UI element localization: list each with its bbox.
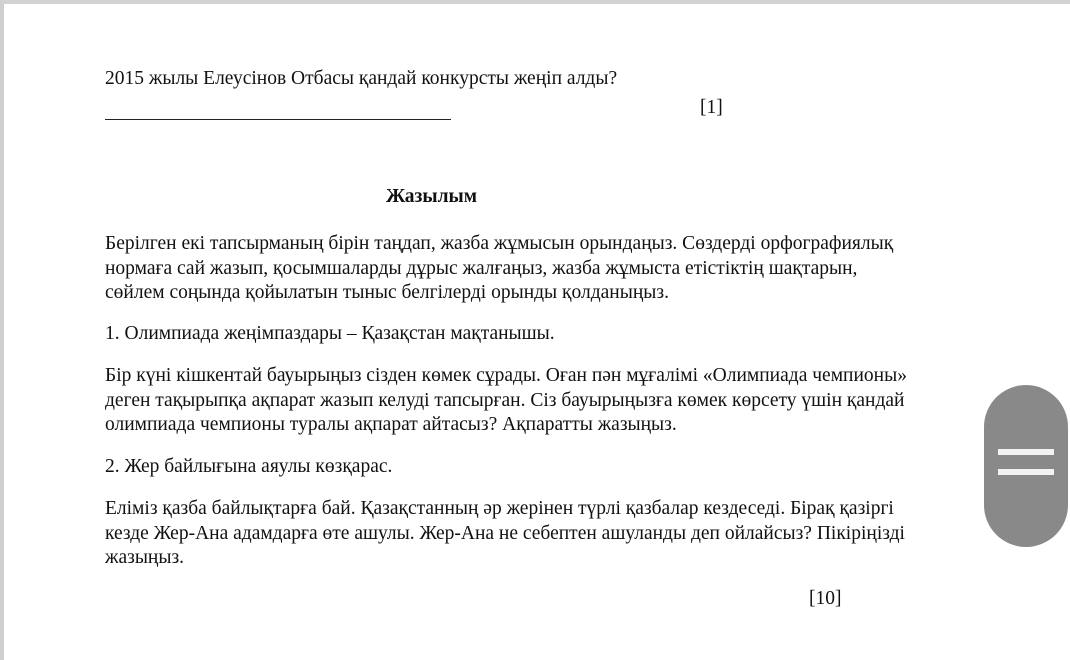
instruction-line: нормаға сай жазып, қосымшаларды дұрыс жалғаңыз, жазба жұмыста етістіктің шақтарын,: [105, 257, 858, 279]
handle-bar: [998, 449, 1054, 455]
instruction-paragraph: [105, 232, 1005, 306]
instruction-line: Берілген екі тапсырманың бірін таңдап, жазба жұмысын орындаңыз. Сөздерді орфографиялық: [105, 233, 894, 254]
drag-handle-button[interactable]: [984, 385, 1068, 547]
question-text: 2015 жылы Елеусінов Отбасы қандай конкурсты жеңіп алды?: [105, 68, 618, 89]
task1-paragraph: [105, 364, 1005, 438]
task2-paragraph: [105, 497, 1005, 571]
task1-line: олимпиада чемпионы туралы ақпарат айтасыз? Ақпаратты жазыңыз.: [105, 414, 677, 435]
task2-line: кезде Жер-Ана адамдарға өте ашулы. Жер-Ана не себептен ашуланды деп ойлайсыз? Пікіріңізді: [105, 522, 905, 544]
section-heading: Жазылым: [385, 186, 478, 207]
task2-title: 2. Жер байлығына аяулы көзқарас.: [105, 456, 393, 477]
drag-handle-icon: [998, 449, 1054, 479]
task1-line: Бір күні кішкентай бауырыңыз сізден көмек сұрады. Оған пән мұғалімі «Олимпиада чемпионы»: [105, 365, 907, 386]
question-mark: [1]: [700, 97, 723, 118]
handle-bar: [998, 469, 1054, 475]
answer-line[interactable]: [105, 119, 451, 120]
task2-line: Еліміз қазба байлықтарға бай. Қазақстанның әр жерінен түрлі қазбалар кездеседі. Бірақ қазіргі: [105, 498, 894, 519]
section-mark: [10]: [809, 588, 842, 609]
instruction-line: сөйлем соңында қойылатын тыныс белгілерді орынды қолданыңыз.: [105, 282, 669, 303]
task2-line: жазыңыз.: [105, 547, 185, 568]
task1-title: 1. Олимпиада жеңімпаздары – Қазақстан мақтанышы.: [105, 323, 555, 344]
task1-line: деген тақырыпқа ақпарат жазып келуді тапсырған. Сіз бауырыңызға көмек көрсету үшін қандай: [105, 389, 905, 411]
